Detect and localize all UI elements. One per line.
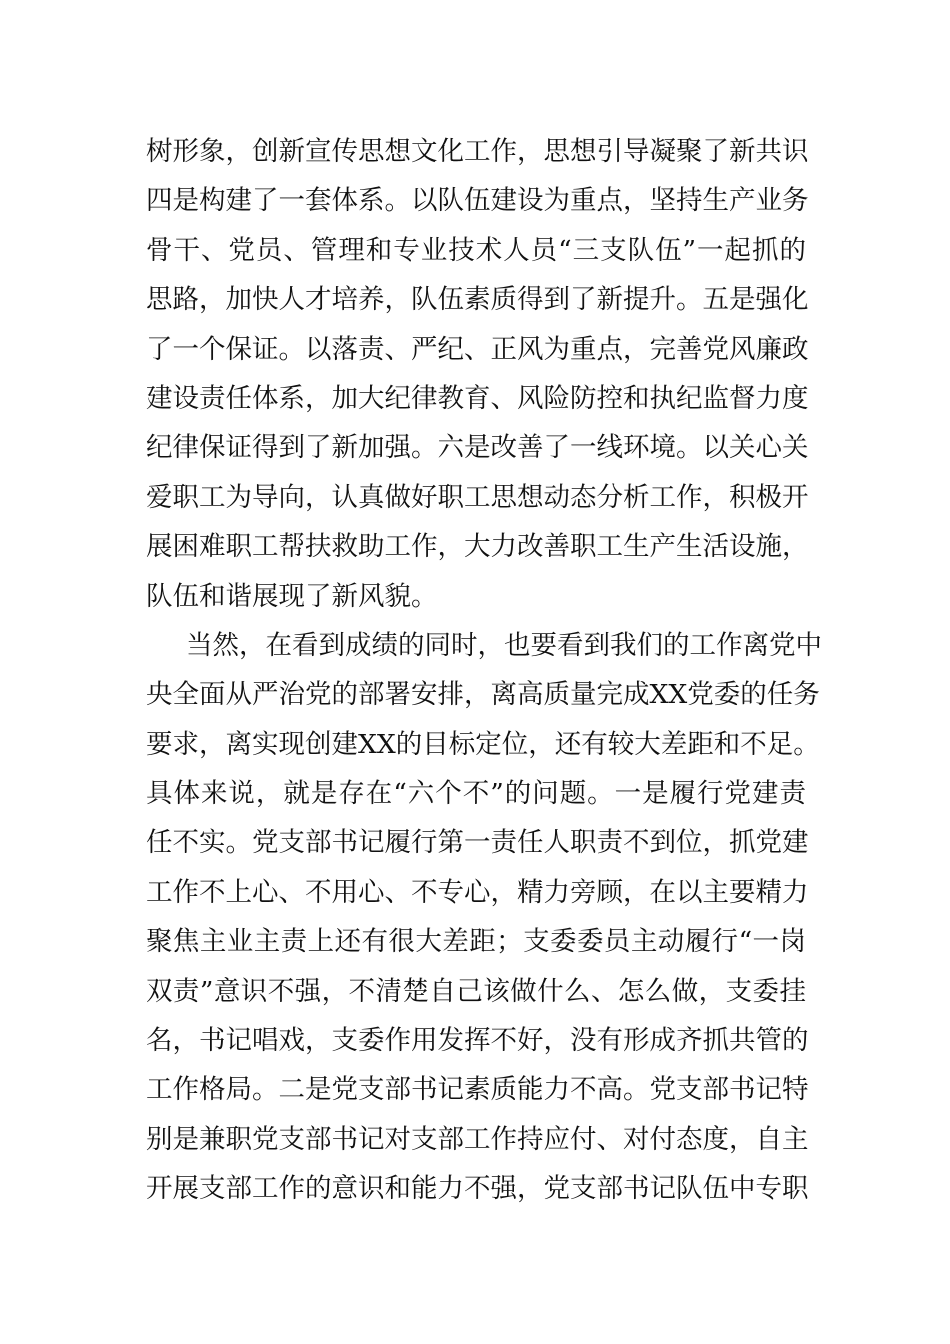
text-line: 任不实。党支部书记履行第一责任人职责不到位，抓党建 (146, 827, 809, 859)
text-line: 双责”意识不强，不清楚自己该做什么、怎么做，支委挂 (146, 975, 806, 1007)
text-line: 名，书记唱戏，支委作用发挥不好，没有形成齐抓共管的 (146, 1025, 809, 1057)
text-line: 爱职工为导向，认真做好职工思想动态分析工作，积极开 (146, 481, 809, 513)
text-line: 展困难职工帮扶救助工作，大力改善职工生产生活设施， (146, 531, 809, 563)
text-line: 建设责任体系，加大纪律教育、风险防控和执纪监督力度 (146, 382, 809, 414)
text-line: 工作不上心、不用心、不专心，精力旁顾，在以主要精力 (146, 876, 809, 908)
text-line: 聚焦主业主责上还有很大差距；支委委员主动履行“一岗 (146, 926, 806, 958)
text-line: 具体来说，就是存在“六个不”的问题。一是履行党建责 (146, 778, 806, 810)
paragraph-first-line: 当然，在看到成绩的同时，也要看到我们的工作离党中 (186, 629, 822, 661)
text-line: 纪律保证得到了新加强。六是改善了一线环境。以关心关 (146, 432, 809, 464)
body-text (146, 127, 822, 1214)
text-line: 四是构建了一套体系。以队伍建设为重点，坚持生产业务 (146, 185, 809, 217)
text-line: 骨干、党员、管理和专业技术人员“三支队伍”一起抓的 (146, 234, 806, 266)
text-line: 别是兼职党支部书记对支部工作持应付、对付态度，自主 (146, 1123, 809, 1155)
text-line: 队伍和谐展现了新风貌。 (146, 580, 438, 612)
text-line: 了一个保证。以落责、严纪、正风为重点，完善党风廉政 (146, 333, 809, 365)
text-line: 要求，离实现创建XX的目标定位，还有较大差距和不足。 (146, 728, 820, 760)
text-line: 树形象，创新宣传思想文化工作，思想引导凝聚了新共识 (146, 136, 809, 167)
text-line: 工作格局。二是党支部书记素质能力不高。党支部书记特 (146, 1074, 809, 1106)
text-line: 央全面从严治党的部署安排，离高质量完成XX党委的任务 (146, 679, 820, 711)
text-line: 思路，加快人才培养，队伍素质得到了新提升。五是强化 (146, 284, 809, 316)
text-line: 开展支部工作的意识和能力不强，党支部书记队伍中专职 (146, 1173, 809, 1205)
